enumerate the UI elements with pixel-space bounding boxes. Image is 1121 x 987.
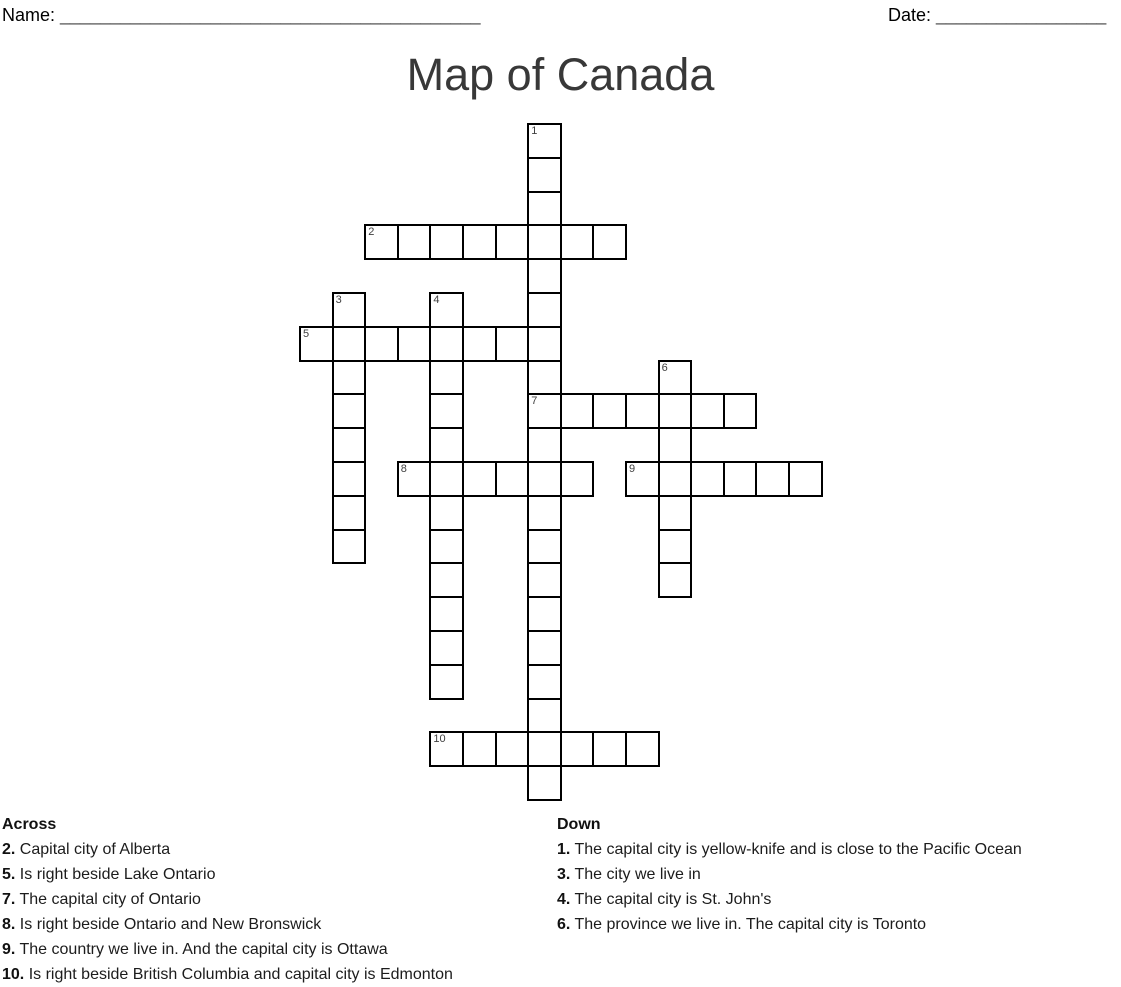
cell-number: 8 xyxy=(400,463,407,475)
clue-number: 3. xyxy=(557,866,571,883)
grid-cell[interactable] xyxy=(495,326,530,362)
grid-cell[interactable] xyxy=(527,326,562,362)
clue-across-10 xyxy=(2,962,554,987)
clue-across-5 xyxy=(2,862,554,887)
clue-text: Is right beside Ontario and New Bronswick xyxy=(19,916,322,933)
clue-across-9 xyxy=(2,937,554,962)
clue-number: 5. xyxy=(2,866,16,883)
down-clues xyxy=(557,812,1117,937)
grid-cell[interactable] xyxy=(560,731,595,767)
clue-number: 8. xyxy=(2,916,16,933)
clue-across-7 xyxy=(2,887,554,912)
clue-number: 2. xyxy=(2,841,16,858)
grid-cell[interactable] xyxy=(658,495,693,531)
grid-cell[interactable] xyxy=(625,461,660,497)
grid-cell[interactable] xyxy=(527,258,562,294)
grid-cell[interactable] xyxy=(527,765,562,801)
clue-number: 1. xyxy=(557,841,571,858)
grid-cell[interactable] xyxy=(332,292,367,328)
clue-down-1 xyxy=(557,837,1117,862)
grid-cell[interactable] xyxy=(527,461,562,497)
clue-number: 10. xyxy=(2,966,25,983)
grid-cell[interactable] xyxy=(429,630,464,666)
grid-cell[interactable] xyxy=(527,664,562,700)
grid-cell[interactable] xyxy=(527,393,562,429)
grid-cell[interactable] xyxy=(527,562,562,598)
grid-cell[interactable] xyxy=(788,461,823,497)
grid-cell[interactable] xyxy=(625,731,660,767)
crossword-grid xyxy=(299,123,859,823)
grid-cell[interactable] xyxy=(658,562,693,598)
grid-cell[interactable] xyxy=(527,224,562,260)
grid-cell[interactable] xyxy=(658,529,693,565)
grid-cell[interactable] xyxy=(429,596,464,632)
clue-text: The province we live in. The capital city is Toronto xyxy=(574,916,927,933)
across-clues xyxy=(2,812,554,987)
grid-cell[interactable] xyxy=(429,495,464,531)
grid-cell[interactable] xyxy=(690,461,725,497)
grid-cell[interactable] xyxy=(527,123,562,159)
clue-text: Is right beside Lake Ontario xyxy=(19,866,216,883)
cell-number: 9 xyxy=(629,463,636,475)
clue-number: 7. xyxy=(2,891,16,908)
grid-cell[interactable] xyxy=(462,224,497,260)
grid-cell[interactable] xyxy=(592,224,627,260)
name-blank-line[interactable]: __________________________________________ xyxy=(60,5,481,25)
clue-across-2 xyxy=(2,837,554,862)
clue-text: The capital city is St. John's xyxy=(574,891,772,908)
cell-number: 4 xyxy=(433,294,440,306)
grid-cell[interactable] xyxy=(364,326,399,362)
clue-text: Is right beside British Columbia and capital city is Edmonton xyxy=(28,966,453,983)
worksheet-header xyxy=(0,5,1121,35)
grid-cell[interactable] xyxy=(429,360,464,396)
clue-text: Capital city of Alberta xyxy=(19,841,171,858)
grid-cell[interactable] xyxy=(332,529,367,565)
grid-cell[interactable] xyxy=(527,596,562,632)
date-blank-line[interactable]: _________________ xyxy=(936,5,1107,25)
grid-cell[interactable] xyxy=(527,191,562,227)
clue-number: 9. xyxy=(2,941,16,958)
grid-cell[interactable] xyxy=(397,326,432,362)
grid-cell[interactable] xyxy=(527,630,562,666)
grid-cell[interactable] xyxy=(723,393,758,429)
cell-number: 3 xyxy=(335,294,342,306)
grid-cell[interactable] xyxy=(332,461,367,497)
grid-cell[interactable] xyxy=(332,326,367,362)
cell-number: 6 xyxy=(661,361,668,374)
clue-text: The country we live in. And the capital city is Ottawa xyxy=(19,941,388,958)
clue-down-6 xyxy=(557,912,1117,937)
cell-number: 10 xyxy=(433,733,446,746)
cell-number: 2 xyxy=(368,226,375,239)
grid-cell[interactable] xyxy=(592,393,627,429)
grid-cell[interactable] xyxy=(527,292,562,328)
grid-cell[interactable] xyxy=(332,360,367,396)
grid-cell[interactable] xyxy=(429,664,464,700)
grid-cell[interactable] xyxy=(495,461,530,497)
clue-number: 4. xyxy=(557,891,571,908)
grid-cell[interactable] xyxy=(364,224,399,260)
grid-cell[interactable] xyxy=(690,393,725,429)
grid-cell[interactable] xyxy=(462,461,497,497)
clue-number: 6. xyxy=(557,916,571,933)
clue-text: The capital city of Ontario xyxy=(19,891,201,908)
grid-cell[interactable] xyxy=(462,731,497,767)
grid-cell[interactable] xyxy=(592,731,627,767)
clue-across-8 xyxy=(2,912,554,937)
cell-number: 5 xyxy=(303,327,310,340)
cell-number: 7 xyxy=(531,395,538,408)
grid-cell[interactable] xyxy=(527,529,562,565)
grid-cell[interactable] xyxy=(429,529,464,565)
grid-cell[interactable] xyxy=(560,224,595,260)
grid-cell[interactable] xyxy=(429,731,464,767)
grid-cell[interactable] xyxy=(527,157,562,193)
grid-cell[interactable] xyxy=(299,326,334,362)
grid-cell[interactable] xyxy=(495,731,530,767)
grid-cell[interactable] xyxy=(397,224,432,260)
cell-number: 1 xyxy=(531,125,538,137)
grid-cell[interactable] xyxy=(658,461,693,497)
name-label: Name: xyxy=(2,5,56,25)
grid-cell[interactable] xyxy=(429,562,464,598)
grid-cell[interactable] xyxy=(560,393,595,429)
clue-down-4 xyxy=(557,887,1117,912)
grid-cell[interactable] xyxy=(429,427,464,463)
grid-cell[interactable] xyxy=(429,292,464,328)
grid-cell[interactable] xyxy=(527,731,562,767)
grid-cell[interactable] xyxy=(723,461,758,497)
grid-cell[interactable] xyxy=(332,427,367,463)
grid-cell[interactable] xyxy=(495,224,530,260)
grid-cell[interactable] xyxy=(429,461,464,497)
grid-cell[interactable] xyxy=(658,393,693,429)
grid-cell[interactable] xyxy=(462,326,497,362)
grid-cell[interactable] xyxy=(429,393,464,429)
page-title: Map of Canada xyxy=(406,49,715,100)
clue-text: The capital city is yellow-knife and is close to the Pacific Ocean xyxy=(574,841,1022,858)
grid-cell[interactable] xyxy=(332,393,367,429)
grid-cell[interactable] xyxy=(527,698,562,734)
grid-cell[interactable] xyxy=(625,393,660,429)
clue-down-3 xyxy=(557,862,1117,887)
grid-cell[interactable] xyxy=(527,427,562,463)
grid-cell[interactable] xyxy=(429,224,464,260)
grid-cell[interactable] xyxy=(560,461,595,497)
grid-cell[interactable] xyxy=(658,360,693,396)
grid-cell[interactable] xyxy=(429,326,464,362)
date-label: Date: xyxy=(888,5,932,25)
across-header: Across xyxy=(2,816,57,833)
grid-cell[interactable] xyxy=(527,495,562,531)
grid-cell[interactable] xyxy=(332,495,367,531)
grid-cell[interactable] xyxy=(658,427,693,463)
grid-cell[interactable] xyxy=(755,461,790,497)
clue-text: The city we live in xyxy=(574,866,701,883)
grid-cell[interactable] xyxy=(527,360,562,396)
grid-cell[interactable] xyxy=(397,461,432,497)
down-header: Down xyxy=(557,816,601,833)
